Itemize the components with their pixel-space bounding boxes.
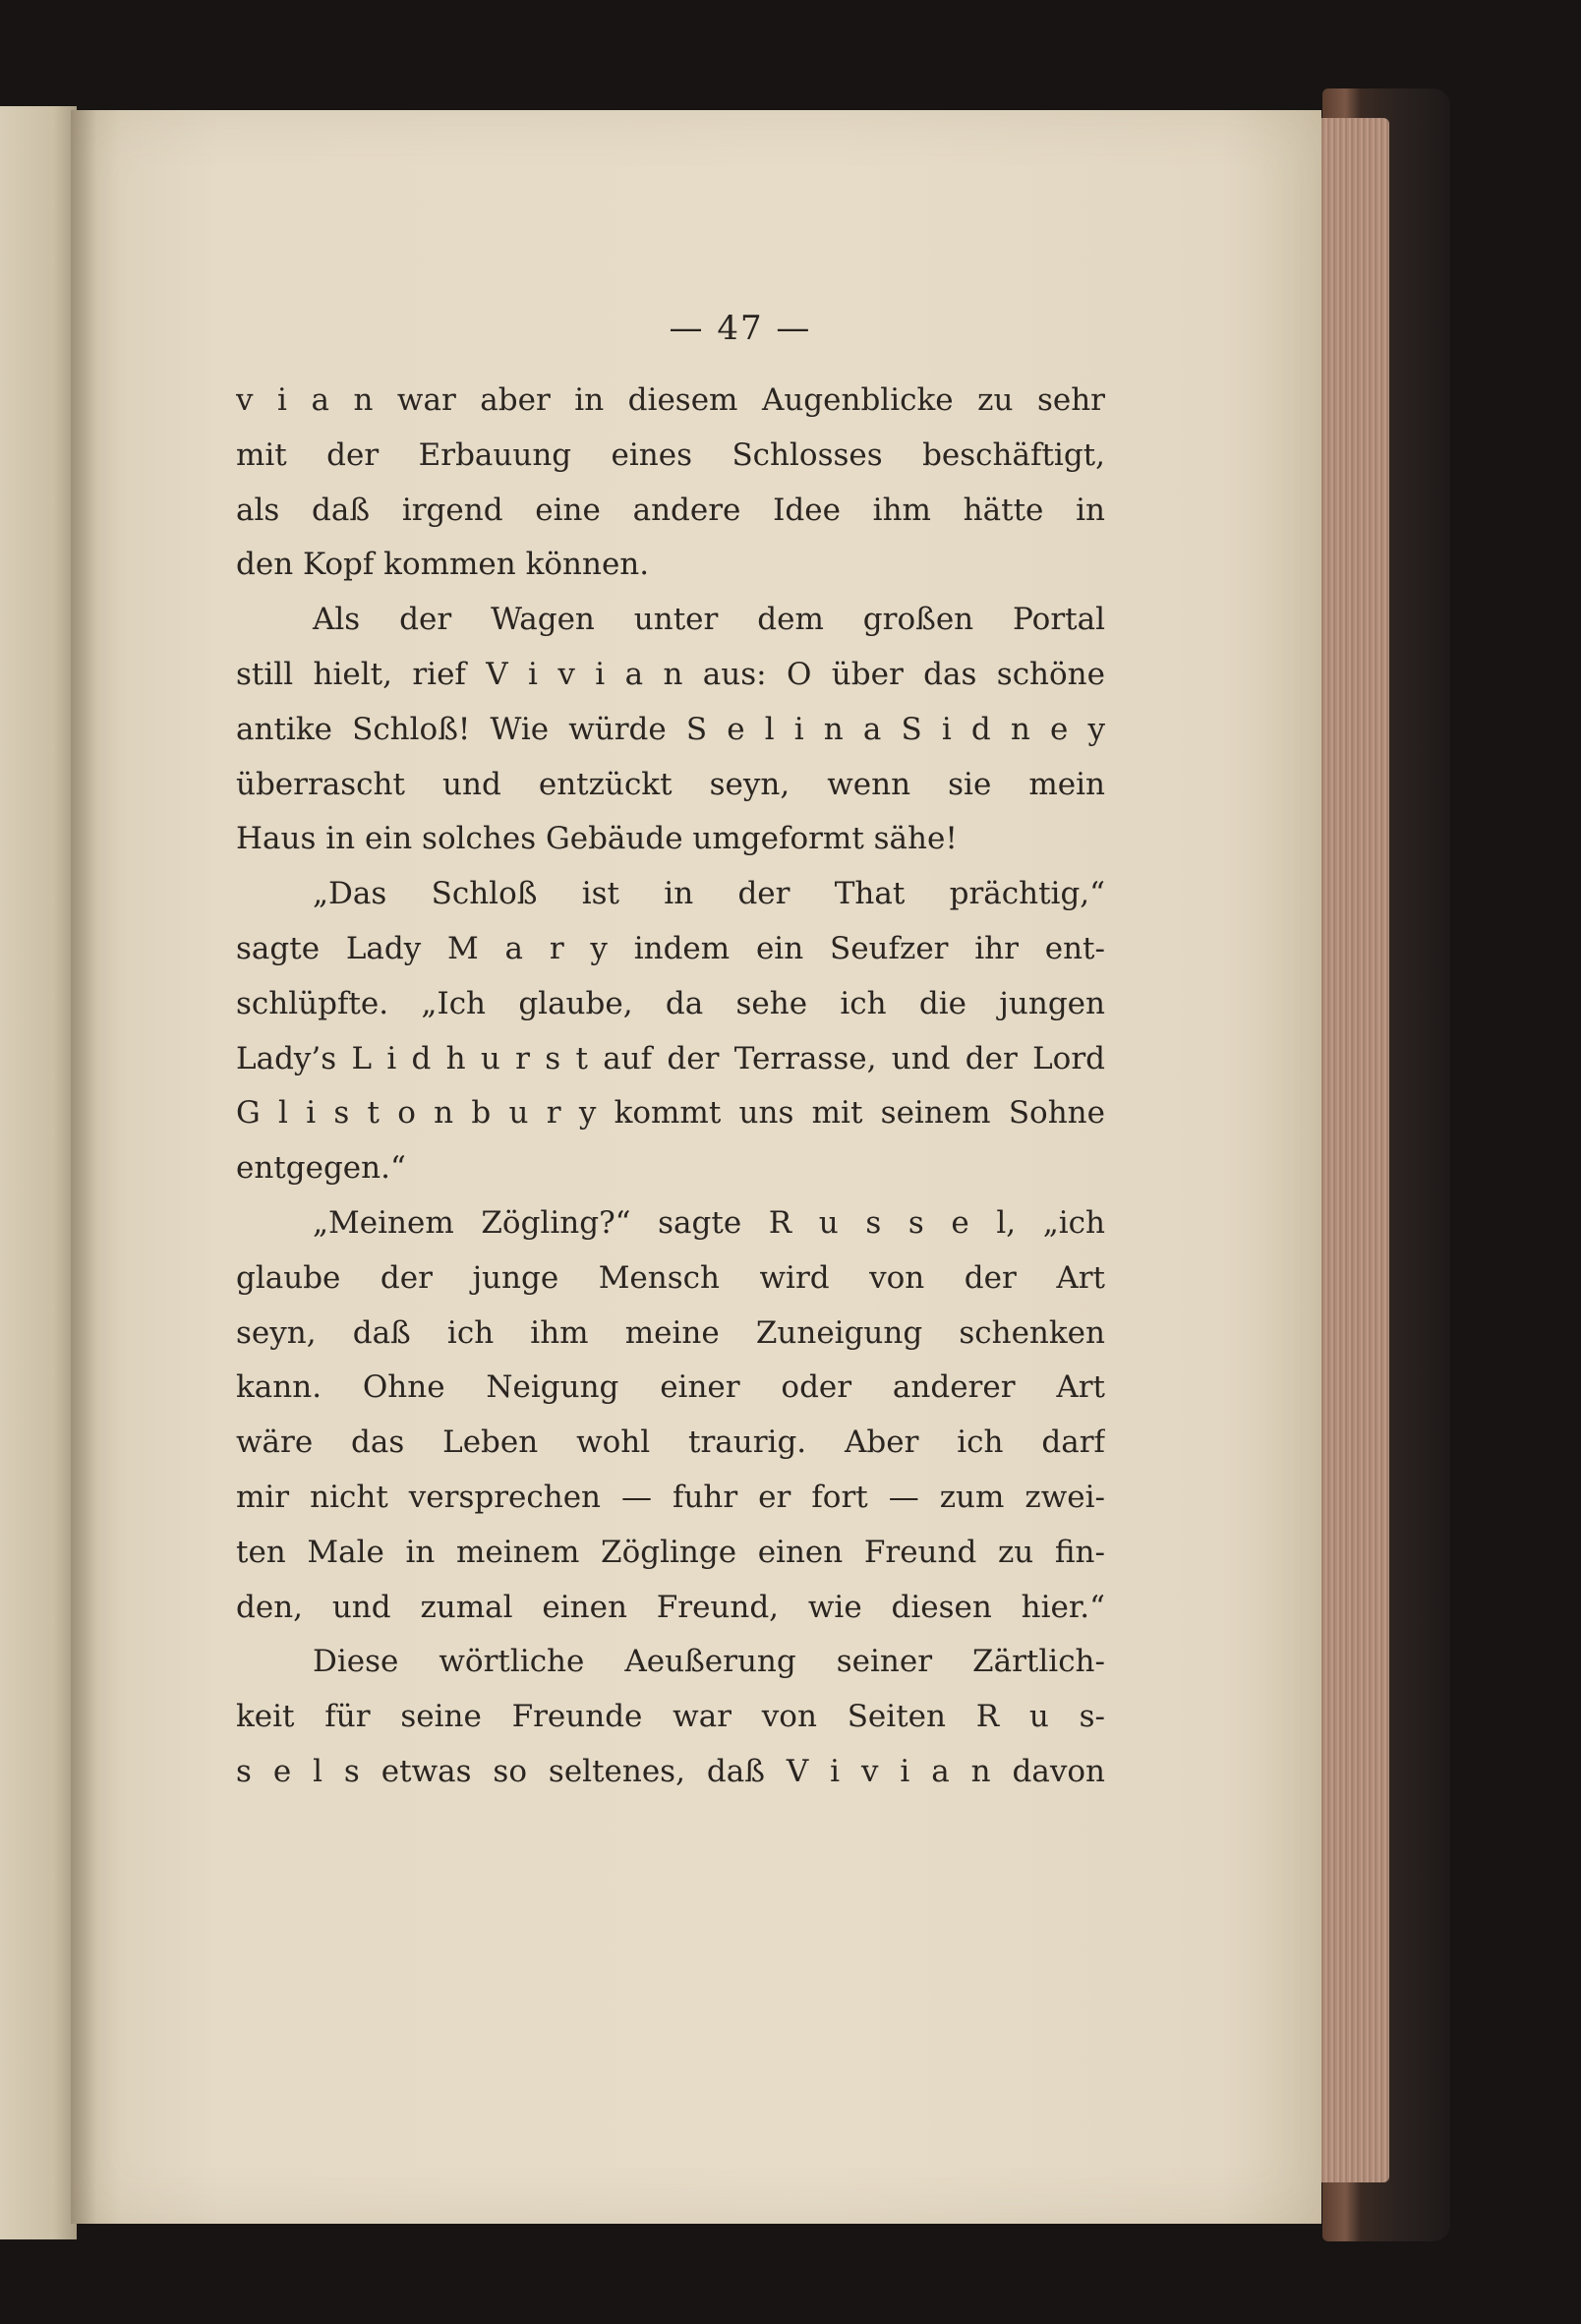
text-line: „Das Schloß ist in der That prächtig,“ [313,876,1105,912]
text-line: mir nicht versprechen — fuhr er fort — zum zwei- [236,1479,1105,1515]
text-line: wäre das Leben wohl traurig. Aber ich darf [236,1424,1105,1461]
text-line: Als der Wagen unter dem großen Portal [313,602,1105,638]
page-edges [1313,118,1389,2182]
text-line: glaube der junge Mensch wird von der Art [236,1259,1105,1296]
text-line: ten Male in meinem Zöglinge einen Freund zu fin- [236,1534,1105,1570]
text-line: Lady’s L i d h u r s t auf der Terrasse, und der Lord [236,1040,1105,1076]
text-line: keit für seine Freunde war von Seiten R u s- [236,1699,1105,1735]
page-gutter [71,110,96,2224]
text-line: entgegen.“ [236,1150,406,1187]
text-line: kann. Ohne Neigung einer oder anderer Art [236,1369,1105,1406]
text-line: sagte Lady M a r y indem ein Seufzer ihr ent- [236,930,1105,966]
text-line: G l i s t o n b u r y kommt uns mit seinem Sohne [236,1095,1105,1132]
text-line: seyn, daß ich ihm meine Zuneigung schenken [236,1314,1105,1351]
text-line: als daß irgend eine andere Idee ihm hätte in [236,492,1105,528]
text-line: still hielt, rief V i v i a n aus: O über das schöne [236,656,1105,692]
book-page [71,110,1321,2224]
text-line: schlüpfte. „Ich glaube, da sehe ich die jungen [236,985,1105,1021]
text-line: den, und zumal einen Freund, wie diesen hier.“ [236,1589,1105,1625]
text-line: „Meinem Zögling?“ sagte R u s s e l, „ich [313,1204,1105,1241]
body-text [236,374,1105,1800]
left-page-edge [0,106,77,2239]
text-line: mit der Erbauung eines Schlosses beschäftigt, [236,436,1105,473]
text-line: antike Schloß! Wie würde S e l i n a S i d n e y [236,711,1105,747]
text-line: überrascht und entzückt seyn, wenn sie mein [236,766,1105,802]
text-line: Haus in ein solches Gebäude umgeformt sähe! [236,821,958,857]
text-line: den Kopf kommen können. [236,547,650,583]
text-line: Diese wörtliche Aeußerung seiner Zärtlich- [313,1644,1105,1680]
text-line: v i a n war aber in diesem Augenblicke zu sehr [236,382,1105,418]
text-line: s e l s etwas so seltenes, daß V i v i a n davon [236,1753,1105,1789]
page-number: — 47 — [669,309,812,348]
